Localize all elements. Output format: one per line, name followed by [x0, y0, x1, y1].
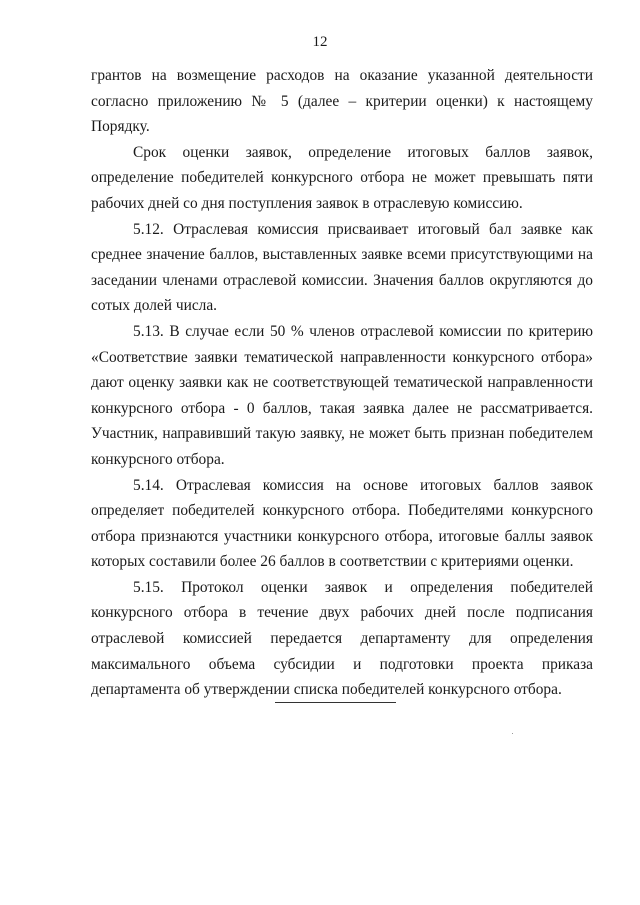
paragraph-5-12: 5.12. Отраслевая комиссия присваивает итоговый бал заявке как среднее значение баллов, выставленных заявке всеми присутствующими на заседании членами отраслевой комиссии. Значения баллов округляются до сотых долей числа.	[91, 220, 593, 315]
paragraph-evaluation-term: Срок оценки заявок, определение итоговых баллов заявок, определение победителей конкурсного отбора не может превышать пяти рабочих дней со дня поступления заявок в отраслевую комиссию.	[91, 143, 593, 212]
paragraph-5-14: 5.14. Отраслевая комиссия на основе итоговых баллов заявок определяет победителей конкурсного отбора. Победителями конкурсного отбора признаются участники конкурсного отбора, итоговые баллы заявок которых составили более 26 баллов в соответствии с критериями оценки.	[91, 476, 593, 571]
page-number: 12	[312, 34, 328, 50]
end-separator-line	[275, 702, 396, 703]
paragraph-5-13: 5.13. В случае если 50 % членов отраслевой комиссии по критерию «Соответствие заявки тематической направленности конкурсного отбора» дают оценку заявки как не соответствующей тематической направленности конкурсного отбора - 0 баллов, такая заявка далее не рассматривается. Участник, направивший такую заявку, не может быть признан победителем конкурсного отбора.	[91, 322, 593, 468]
document-body	[91, 63, 593, 703]
paragraph-continuation: грантов на возмещение расходов на оказание указанной деятельности согласно приложению № 5 (далее – критерии оценки) к настоящему Порядку.	[91, 67, 593, 136]
paragraph-5-15: 5.15. Протокол оценки заявок и определения победителей конкурсного отбора в течение двух рабочих дней после подписания отраслевой комиссией передается департаменту для определения максимального объема субсидии и подготовки проекта приказа департамента об утверждении списка победителей конкурсного отбора.	[91, 578, 593, 699]
scan-speck	[512, 733, 513, 734]
